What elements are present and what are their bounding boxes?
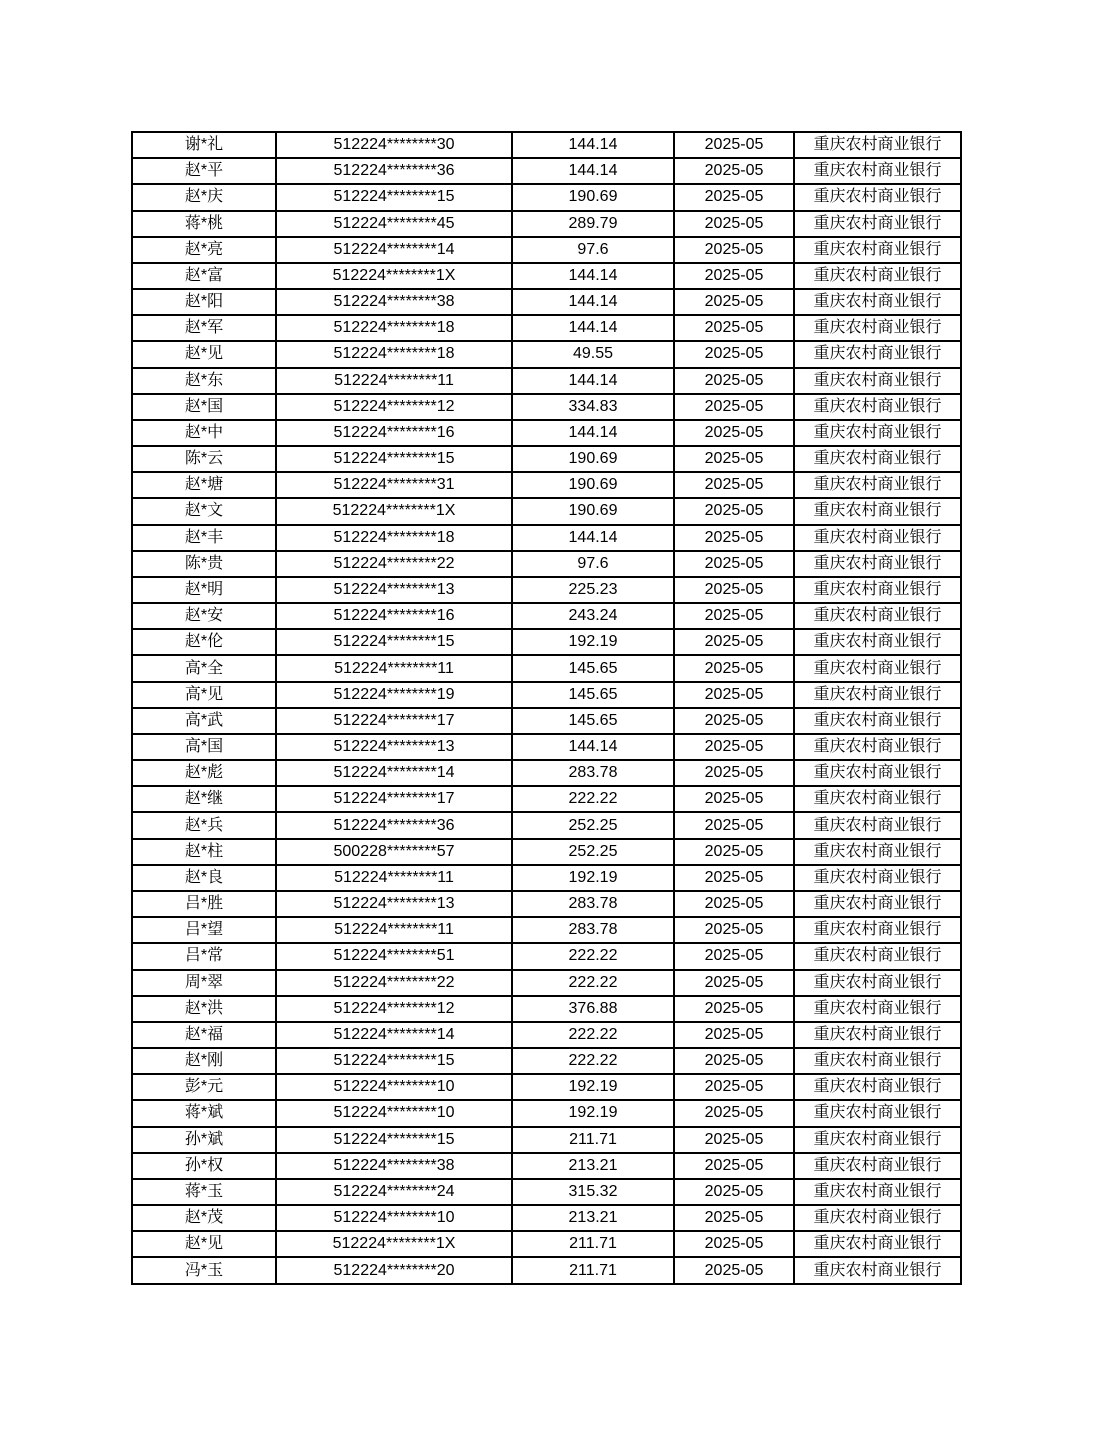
- table-row: [132, 996, 961, 1022]
- table-cell-bank: 重庆农村商业银行: [794, 341, 961, 367]
- table-cell-month: 2025-05: [674, 263, 794, 289]
- table-cell-month: 2025-05: [674, 1205, 794, 1231]
- table-row: [132, 1179, 961, 1205]
- table-cell-name: 赵*伦: [132, 629, 276, 655]
- table-cell-month: 2025-05: [674, 551, 794, 577]
- table-cell-bank: 重庆农村商业银行: [794, 1100, 961, 1126]
- table-cell-month: 2025-05: [674, 865, 794, 891]
- table-cell-month: 2025-05: [674, 996, 794, 1022]
- table-cell-month: 2025-05: [674, 1048, 794, 1074]
- table-cell-month: 2025-05: [674, 1074, 794, 1100]
- table-cell-month: 2025-05: [674, 158, 794, 184]
- table-cell-amount: 145.65: [512, 682, 674, 708]
- table-cell-month: 2025-05: [674, 577, 794, 603]
- table-cell-id-number: 512224********12: [276, 996, 512, 1022]
- table-cell-month: 2025-05: [674, 1153, 794, 1179]
- table-cell-name: 彭*元: [132, 1074, 276, 1100]
- table-cell-amount: 213.21: [512, 1153, 674, 1179]
- table-cell-amount: 222.22: [512, 1022, 674, 1048]
- table-cell-bank: 重庆农村商业银行: [794, 1153, 961, 1179]
- table-cell-name: 赵*国: [132, 394, 276, 420]
- table-cell-name: 赵*彪: [132, 760, 276, 786]
- table-cell-bank: 重庆农村商业银行: [794, 1257, 961, 1284]
- table-cell-id-number: 512224********20: [276, 1257, 512, 1284]
- table-cell-amount: 243.24: [512, 603, 674, 629]
- table-cell-name: 蒋*斌: [132, 1100, 276, 1126]
- table-cell-name: 赵*塘: [132, 472, 276, 498]
- table-cell-name: 高*武: [132, 708, 276, 734]
- table-row: [132, 891, 961, 917]
- table-cell-bank: 重庆农村商业银行: [794, 655, 961, 681]
- table-row: [132, 708, 961, 734]
- table-cell-bank: 重庆农村商业银行: [794, 211, 961, 237]
- table-cell-name: 赵*继: [132, 786, 276, 812]
- table-cell-amount: 211.71: [512, 1257, 674, 1284]
- table-cell-amount: 144.14: [512, 420, 674, 446]
- table-cell-id-number: 512224********10: [276, 1205, 512, 1231]
- table-cell-bank: 重庆农村商业银行: [794, 472, 961, 498]
- table-cell-bank: 重庆农村商业银行: [794, 420, 961, 446]
- table-cell-id-number: 512224********15: [276, 446, 512, 472]
- table-cell-bank: 重庆农村商业银行: [794, 603, 961, 629]
- table-cell-amount: 192.19: [512, 865, 674, 891]
- table-row: [132, 865, 961, 891]
- table-row: [132, 1022, 961, 1048]
- table-cell-id-number: 512224********51: [276, 943, 512, 969]
- table-cell-bank: 重庆农村商业银行: [794, 917, 961, 943]
- table-cell-month: 2025-05: [674, 289, 794, 315]
- table-cell-name: 陈*贵: [132, 551, 276, 577]
- table-cell-name: 吕*胜: [132, 891, 276, 917]
- table-row: [132, 341, 961, 367]
- table-cell-bank: 重庆农村商业银行: [794, 263, 961, 289]
- table-cell-month: 2025-05: [674, 446, 794, 472]
- table-cell-id-number: 512224********15: [276, 629, 512, 655]
- table-cell-bank: 重庆农村商业银行: [794, 551, 961, 577]
- table-row: [132, 839, 961, 865]
- table-cell-bank: 重庆农村商业银行: [794, 629, 961, 655]
- table-row: [132, 1074, 961, 1100]
- table-cell-amount: 144.14: [512, 158, 674, 184]
- table-cell-bank: 重庆农村商业银行: [794, 812, 961, 838]
- table-cell-id-number: 512224********12: [276, 394, 512, 420]
- table-row: [132, 446, 961, 472]
- table-cell-amount: 97.6: [512, 237, 674, 263]
- table-row: [132, 812, 961, 838]
- table-row: [132, 1100, 961, 1126]
- table-cell-name: 赵*安: [132, 603, 276, 629]
- table-cell-id-number: 512224********17: [276, 786, 512, 812]
- table-cell-month: 2025-05: [674, 839, 794, 865]
- table-cell-amount: 283.78: [512, 891, 674, 917]
- table-cell-name: 赵*文: [132, 498, 276, 524]
- table-cell-bank: 重庆农村商业银行: [794, 839, 961, 865]
- table-cell-month: 2025-05: [674, 237, 794, 263]
- table-cell-id-number: 512224********11: [276, 865, 512, 891]
- table-cell-amount: 222.22: [512, 943, 674, 969]
- table-cell-id-number: 512224********31: [276, 472, 512, 498]
- table-cell-amount: 376.88: [512, 996, 674, 1022]
- table-cell-bank: 重庆农村商业银行: [794, 1179, 961, 1205]
- table-cell-amount: 283.78: [512, 917, 674, 943]
- table-cell-amount: 334.83: [512, 394, 674, 420]
- table-cell-name: 高*见: [132, 682, 276, 708]
- table-row: [132, 734, 961, 760]
- table-cell-name: 高*全: [132, 655, 276, 681]
- table-cell-id-number: 512224********30: [276, 132, 512, 158]
- table-cell-name: 赵*福: [132, 1022, 276, 1048]
- table-cell-bank: 重庆农村商业银行: [794, 184, 961, 210]
- table-cell-name: 蒋*玉: [132, 1179, 276, 1205]
- table-cell-month: 2025-05: [674, 341, 794, 367]
- table-cell-month: 2025-05: [674, 1022, 794, 1048]
- table-cell-month: 2025-05: [674, 1100, 794, 1126]
- table-cell-bank: 重庆农村商业银行: [794, 1205, 961, 1231]
- table-cell-month: 2025-05: [674, 629, 794, 655]
- table-cell-bank: 重庆农村商业银行: [794, 1074, 961, 1100]
- table-cell-id-number: 512224********15: [276, 184, 512, 210]
- table-cell-month: 2025-05: [674, 917, 794, 943]
- table-cell-amount: 225.23: [512, 577, 674, 603]
- table-cell-amount: 283.78: [512, 760, 674, 786]
- table-cell-month: 2025-05: [674, 525, 794, 551]
- table-cell-amount: 97.6: [512, 551, 674, 577]
- table-cell-amount: 190.69: [512, 446, 674, 472]
- table-row: [132, 472, 961, 498]
- table-cell-name: 高*国: [132, 734, 276, 760]
- table-row: [132, 289, 961, 315]
- table-row: [132, 655, 961, 681]
- table-cell-amount: 145.65: [512, 655, 674, 681]
- table-row: [132, 158, 961, 184]
- table-row: [132, 629, 961, 655]
- table-row: [132, 970, 961, 996]
- table-cell-month: 2025-05: [674, 132, 794, 158]
- table-row: [132, 420, 961, 446]
- table-cell-month: 2025-05: [674, 211, 794, 237]
- table-cell-amount: 190.69: [512, 498, 674, 524]
- table-cell-id-number: 512224********45: [276, 211, 512, 237]
- table-cell-bank: 重庆农村商业银行: [794, 996, 961, 1022]
- table-cell-id-number: 512224********13: [276, 891, 512, 917]
- table-cell-month: 2025-05: [674, 1127, 794, 1153]
- table-cell-bank: 重庆农村商业银行: [794, 708, 961, 734]
- table-row: [132, 394, 961, 420]
- table-cell-amount: 211.71: [512, 1231, 674, 1257]
- table-cell-amount: 144.14: [512, 368, 674, 394]
- table-cell-name: 赵*见: [132, 341, 276, 367]
- table-row: [132, 1205, 961, 1231]
- table-row: [132, 943, 961, 969]
- table-cell-amount: 144.14: [512, 263, 674, 289]
- table-row: [132, 132, 961, 158]
- table-row: [132, 917, 961, 943]
- table-cell-amount: 192.19: [512, 629, 674, 655]
- table-cell-month: 2025-05: [674, 970, 794, 996]
- table-cell-bank: 重庆农村商业银行: [794, 368, 961, 394]
- table-cell-id-number: 512224********24: [276, 1179, 512, 1205]
- table-cell-id-number: 512224********11: [276, 368, 512, 394]
- table-row: [132, 263, 961, 289]
- table-cell-bank: 重庆农村商业银行: [794, 315, 961, 341]
- table-cell-month: 2025-05: [674, 655, 794, 681]
- table-cell-amount: 144.14: [512, 525, 674, 551]
- table-cell-bank: 重庆农村商业银行: [794, 525, 961, 551]
- table-cell-bank: 重庆农村商业银行: [794, 446, 961, 472]
- table-cell-bank: 重庆农村商业银行: [794, 760, 961, 786]
- table-cell-name: 周*翠: [132, 970, 276, 996]
- table-cell-month: 2025-05: [674, 1231, 794, 1257]
- table-cell-amount: 315.32: [512, 1179, 674, 1205]
- table-cell-month: 2025-05: [674, 1257, 794, 1284]
- table-cell-amount: 144.14: [512, 289, 674, 315]
- table-cell-bank: 重庆农村商业银行: [794, 158, 961, 184]
- table-cell-name: 赵*见: [132, 1231, 276, 1257]
- table-cell-name: 赵*富: [132, 263, 276, 289]
- table-cell-month: 2025-05: [674, 368, 794, 394]
- table-cell-id-number: 512224********11: [276, 655, 512, 681]
- table-cell-id-number: 512224********13: [276, 734, 512, 760]
- table-cell-name: 孙*斌: [132, 1127, 276, 1153]
- table-cell-bank: 重庆农村商业银行: [794, 498, 961, 524]
- table-cell-month: 2025-05: [674, 812, 794, 838]
- table-cell-amount: 222.22: [512, 1048, 674, 1074]
- table-cell-id-number: 512224********11: [276, 917, 512, 943]
- table-row: [132, 551, 961, 577]
- table-cell-month: 2025-05: [674, 708, 794, 734]
- table-cell-name: 陈*云: [132, 446, 276, 472]
- table-cell-amount: 222.22: [512, 786, 674, 812]
- table-cell-name: 赵*洪: [132, 996, 276, 1022]
- table-cell-name: 赵*良: [132, 865, 276, 891]
- table-cell-month: 2025-05: [674, 734, 794, 760]
- table-cell-amount: 49.55: [512, 341, 674, 367]
- table-cell-amount: 190.69: [512, 184, 674, 210]
- table-cell-id-number: 512224********1X: [276, 498, 512, 524]
- table-cell-bank: 重庆农村商业银行: [794, 132, 961, 158]
- table-row: [132, 211, 961, 237]
- table-cell-name: 赵*柱: [132, 839, 276, 865]
- table-row: [132, 1048, 961, 1074]
- table-cell-id-number: 512224********15: [276, 1048, 512, 1074]
- table-cell-amount: 144.14: [512, 315, 674, 341]
- table-cell-month: 2025-05: [674, 315, 794, 341]
- table-cell-id-number: 512224********22: [276, 551, 512, 577]
- table-cell-name: 赵*兵: [132, 812, 276, 838]
- table-cell-name: 谢*礼: [132, 132, 276, 158]
- table-cell-amount: 144.14: [512, 132, 674, 158]
- table-row: [132, 786, 961, 812]
- table-cell-id-number: 512224********1X: [276, 263, 512, 289]
- table-cell-month: 2025-05: [674, 760, 794, 786]
- table-cell-id-number: 512224********15: [276, 1127, 512, 1153]
- table-cell-month: 2025-05: [674, 943, 794, 969]
- table-cell-id-number: 512224********14: [276, 760, 512, 786]
- table-cell-name: 吕*常: [132, 943, 276, 969]
- table-cell-name: 孙*权: [132, 1153, 276, 1179]
- table-cell-id-number: 512224********14: [276, 1022, 512, 1048]
- table-cell-bank: 重庆农村商业银行: [794, 943, 961, 969]
- table-cell-month: 2025-05: [674, 891, 794, 917]
- table-cell-id-number: 512224********16: [276, 603, 512, 629]
- table-cell-name: 吕*望: [132, 917, 276, 943]
- table-cell-id-number: 512224********18: [276, 315, 512, 341]
- table-row: [132, 1153, 961, 1179]
- payment-table-body: [132, 132, 961, 1284]
- table-cell-bank: 重庆农村商业银行: [794, 891, 961, 917]
- table-cell-id-number: 512224********16: [276, 420, 512, 446]
- table-row: [132, 682, 961, 708]
- table-row: [132, 315, 961, 341]
- table-cell-bank: 重庆农村商业银行: [794, 786, 961, 812]
- table-row: [132, 760, 961, 786]
- table-cell-id-number: 512224********18: [276, 341, 512, 367]
- table-cell-id-number: 512224********17: [276, 708, 512, 734]
- table-cell-bank: 重庆农村商业银行: [794, 237, 961, 263]
- table-cell-name: 赵*平: [132, 158, 276, 184]
- payment-table: [131, 131, 962, 1285]
- table-cell-bank: 重庆农村商业银行: [794, 970, 961, 996]
- table-cell-id-number: 512224********13: [276, 577, 512, 603]
- table-cell-id-number: 512224********18: [276, 525, 512, 551]
- table-cell-amount: 211.71: [512, 1127, 674, 1153]
- table-cell-amount: 213.21: [512, 1205, 674, 1231]
- table-cell-month: 2025-05: [674, 603, 794, 629]
- table-row: [132, 1257, 961, 1284]
- table-cell-month: 2025-05: [674, 682, 794, 708]
- table-cell-month: 2025-05: [674, 1179, 794, 1205]
- table-cell-name: 赵*阳: [132, 289, 276, 315]
- table-cell-id-number: 500228********57: [276, 839, 512, 865]
- table-cell-name: 赵*中: [132, 420, 276, 446]
- table-cell-id-number: 512224********19: [276, 682, 512, 708]
- table-cell-amount: 144.14: [512, 734, 674, 760]
- table-cell-name: 蒋*桃: [132, 211, 276, 237]
- table-cell-id-number: 512224********38: [276, 289, 512, 315]
- table-cell-id-number: 512224********36: [276, 812, 512, 838]
- table-cell-id-number: 512224********10: [276, 1100, 512, 1126]
- table-row: [132, 498, 961, 524]
- table-cell-amount: 145.65: [512, 708, 674, 734]
- table-cell-amount: 190.69: [512, 472, 674, 498]
- table-cell-id-number: 512224********14: [276, 237, 512, 263]
- table-row: [132, 603, 961, 629]
- table-cell-month: 2025-05: [674, 472, 794, 498]
- table-cell-name: 赵*丰: [132, 525, 276, 551]
- table-cell-id-number: 512224********22: [276, 970, 512, 996]
- table-cell-amount: 192.19: [512, 1100, 674, 1126]
- table-cell-amount: 252.25: [512, 839, 674, 865]
- table-cell-month: 2025-05: [674, 184, 794, 210]
- table-cell-month: 2025-05: [674, 420, 794, 446]
- table-cell-bank: 重庆农村商业银行: [794, 1127, 961, 1153]
- table-cell-amount: 192.19: [512, 1074, 674, 1100]
- table-cell-id-number: 512224********38: [276, 1153, 512, 1179]
- table-cell-name: 赵*东: [132, 368, 276, 394]
- table-cell-id-number: 512224********1X: [276, 1231, 512, 1257]
- table-cell-bank: 重庆农村商业银行: [794, 682, 961, 708]
- table-cell-name: 赵*亮: [132, 237, 276, 263]
- table-cell-name: 赵*茂: [132, 1205, 276, 1231]
- table-cell-bank: 重庆农村商业银行: [794, 734, 961, 760]
- table-cell-name: 冯*玉: [132, 1257, 276, 1284]
- table-cell-bank: 重庆农村商业银行: [794, 1231, 961, 1257]
- table-cell-month: 2025-05: [674, 786, 794, 812]
- table-cell-id-number: 512224********10: [276, 1074, 512, 1100]
- table-cell-name: 赵*明: [132, 577, 276, 603]
- table-cell-bank: 重庆农村商业银行: [794, 1048, 961, 1074]
- table-cell-bank: 重庆农村商业银行: [794, 394, 961, 420]
- table-row: [132, 184, 961, 210]
- table-row: [132, 577, 961, 603]
- table-row: [132, 368, 961, 394]
- table-cell-name: 赵*庆: [132, 184, 276, 210]
- table-cell-bank: 重庆农村商业银行: [794, 1022, 961, 1048]
- table-cell-amount: 222.22: [512, 970, 674, 996]
- table-row: [132, 525, 961, 551]
- table-row: [132, 1127, 961, 1153]
- table-cell-bank: 重庆农村商业银行: [794, 577, 961, 603]
- table-cell-bank: 重庆农村商业银行: [794, 289, 961, 315]
- table-row: [132, 1231, 961, 1257]
- table-cell-name: 赵*军: [132, 315, 276, 341]
- table-cell-amount: 289.79: [512, 211, 674, 237]
- table-cell-amount: 252.25: [512, 812, 674, 838]
- table-cell-month: 2025-05: [674, 394, 794, 420]
- table-cell-id-number: 512224********36: [276, 158, 512, 184]
- table-cell-name: 赵*刚: [132, 1048, 276, 1074]
- table-row: [132, 237, 961, 263]
- table-cell-bank: 重庆农村商业银行: [794, 865, 961, 891]
- table-cell-month: 2025-05: [674, 498, 794, 524]
